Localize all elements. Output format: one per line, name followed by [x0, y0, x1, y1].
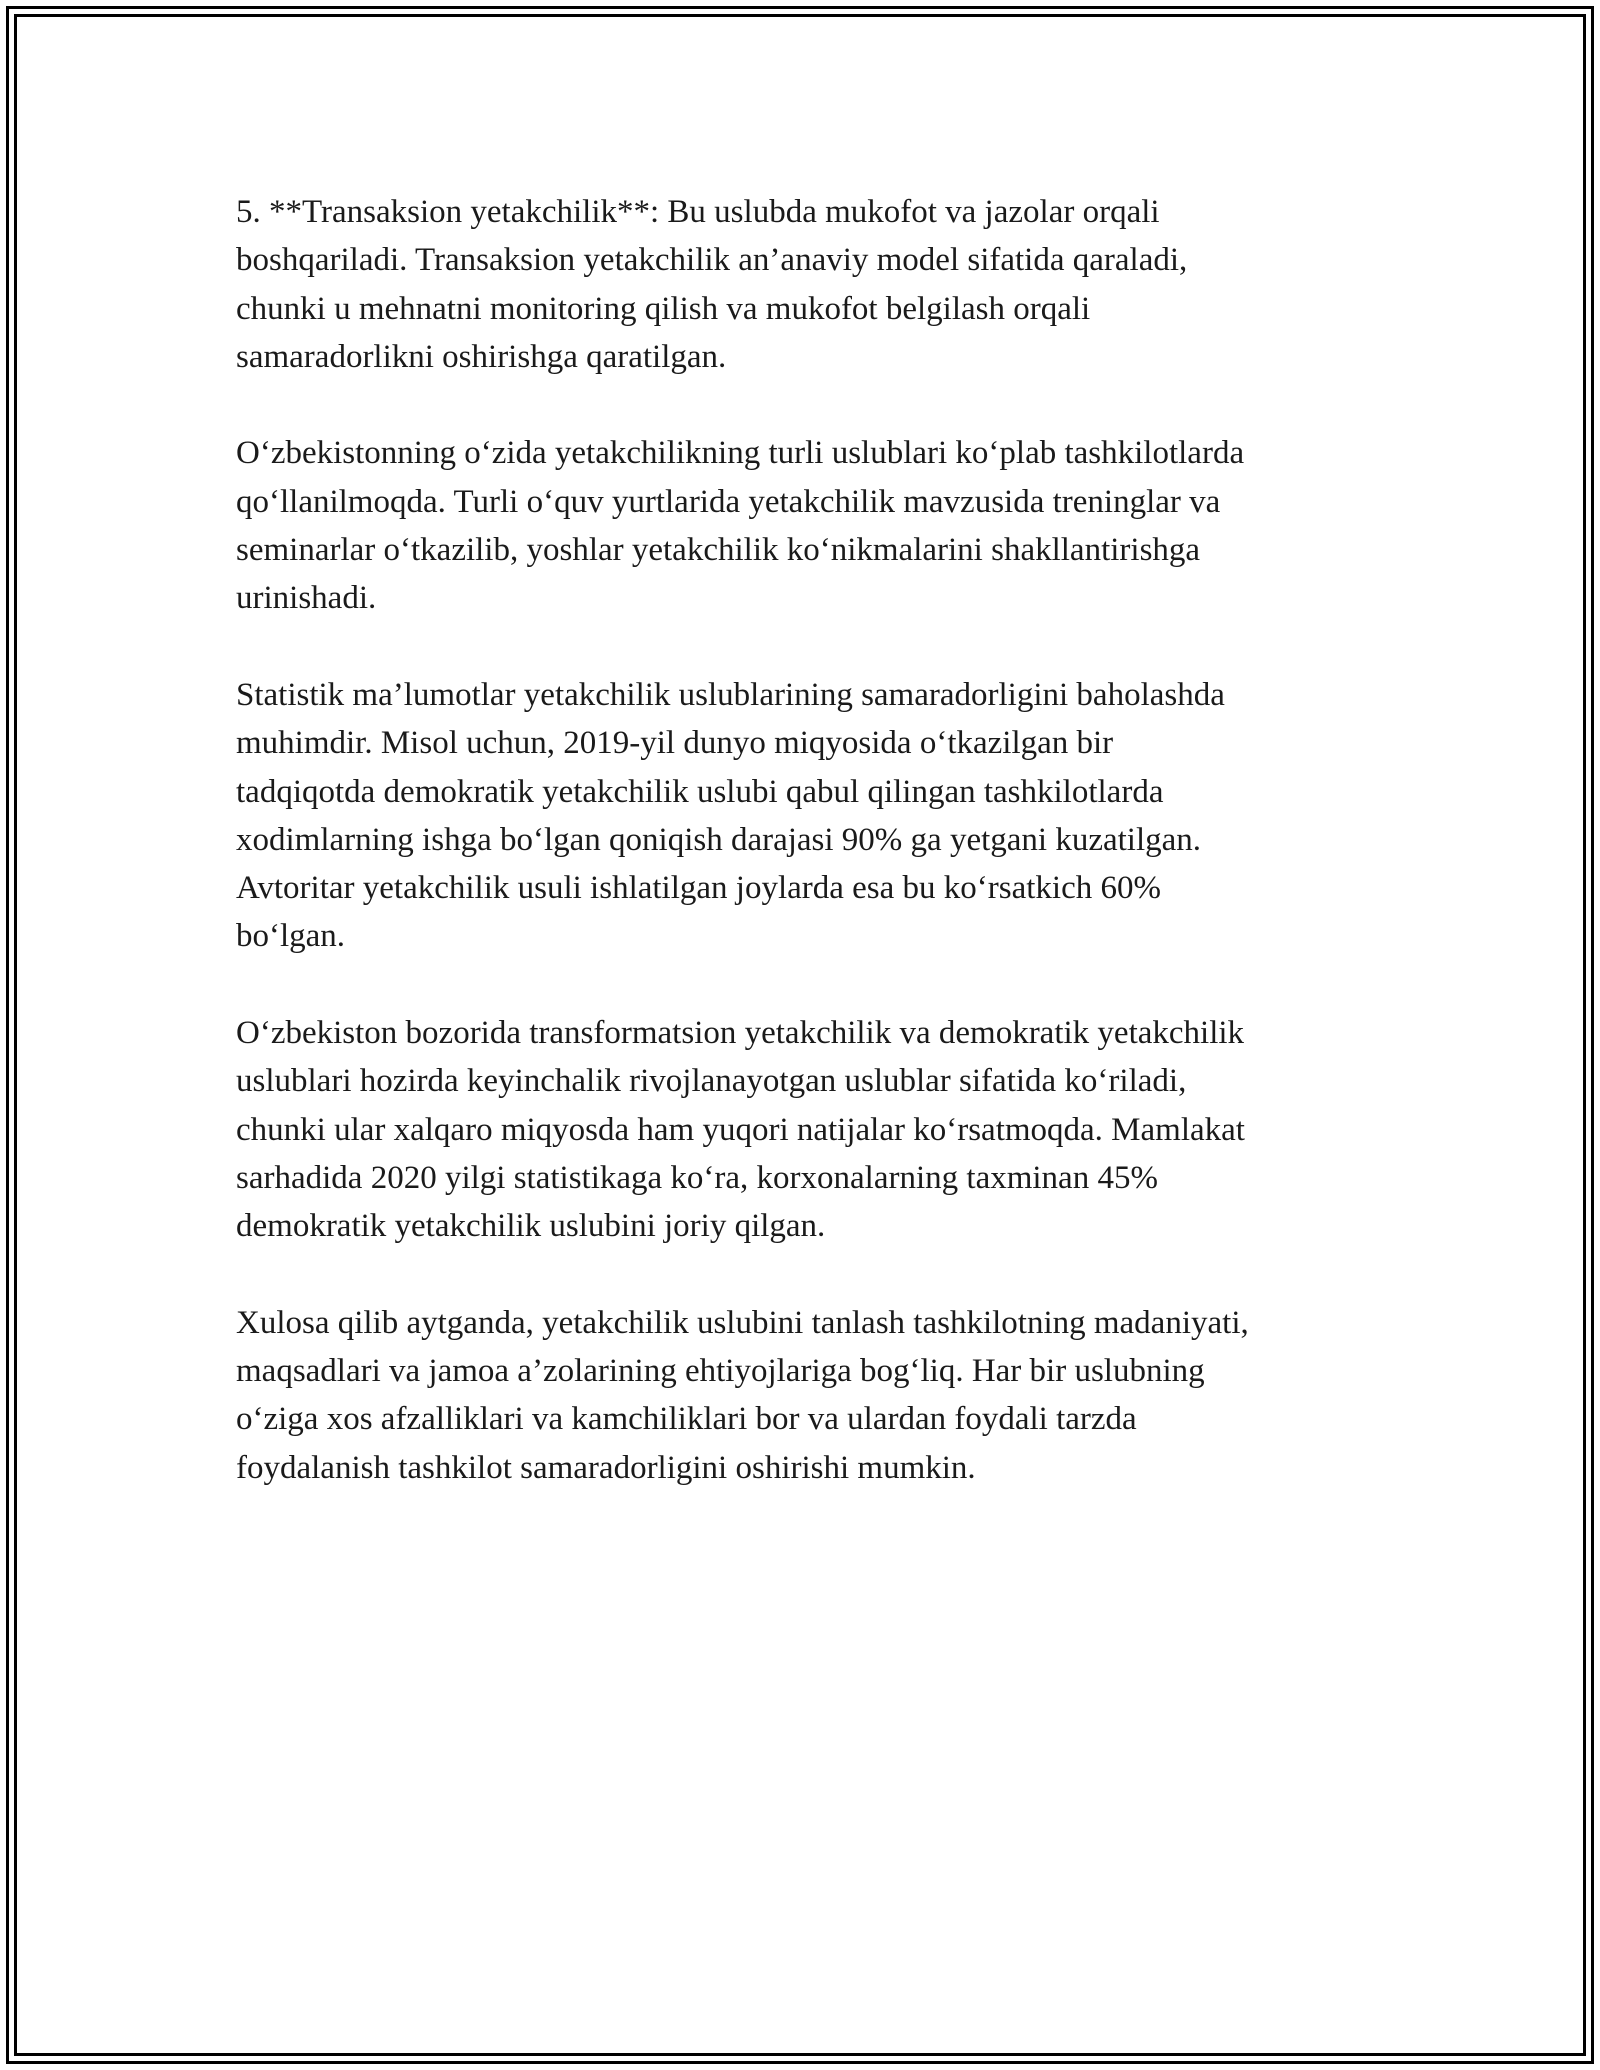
paragraph-conclusion	[236, 1299, 1386, 1492]
text-line: qo‘llanilmoqda. Turli o‘quv yurtlarida yetakchilik mavzusida treninglar va	[236, 483, 1221, 520]
text-line: urinishadi.	[236, 580, 377, 617]
text-line: tadqiqotda demokratik yetakchilik uslubi qabul qilingan tashkilotlarda	[236, 773, 1164, 810]
text-line: sarhadida 2020 yilgi statistikaga ko‘ra, korxonalarning taxminan 45%	[236, 1159, 1158, 1196]
paragraph-statistics	[236, 671, 1386, 961]
text-line: uslublari hozirda keyinchalik rivojlanayotgan uslublar sifatida ko‘riladi,	[236, 1063, 1187, 1100]
text-line: foydalanish tashkilot samaradorligini oshirishi mumkin.	[236, 1449, 976, 1486]
text-line: o‘ziga xos afzalliklari va kamchiliklari bor va ulardan foydali tarzda	[236, 1401, 1137, 1438]
text-line: Avtoritar yetakchilik usuli ishlatilgan joylarda esa bu ko‘rsatkich 60%	[236, 870, 1161, 907]
text-line: muhimdir. Misol uchun, 2019-yil dunyo miqyosida o‘tkazilgan bir	[236, 725, 1114, 762]
text-line: Statistik ma’lumotlar yetakchilik uslublarining samaradorligini baholashda	[236, 676, 1225, 713]
text-line: seminarlar o‘tkazilib, yoshlar yetakchilik ko‘nikmalarini shakllantirishga	[236, 532, 1201, 569]
paragraph-market	[236, 1009, 1386, 1250]
text-line: 5. **Transaksion yetakchilik**: Bu uslubda mukofot va jazolar orqali	[236, 194, 1160, 230]
text-line: demokratik yetakchilik uslubini joriy qilgan.	[236, 1208, 826, 1245]
text-line: boshqariladi. Transaksion yetakchilik an’anaviy model sifatida qaraladi,	[236, 242, 1188, 279]
document-body	[236, 188, 1386, 1540]
text-line: O‘zbekiston bozorida transformatsion yetakchilik va demokratik yetakchilik	[236, 1015, 1245, 1052]
text-line: samaradorlikni oshirishga qaratilgan.	[236, 338, 727, 375]
text-line: bo‘lgan.	[236, 918, 346, 955]
text-line: chunki u mehnatni monitoring qilish va mukofot belgilash orqali	[236, 290, 1091, 327]
text-line: chunki ular xalqaro miqyosda ham yuqori natijalar ko‘rsatmoqda. Mamlakat	[236, 1111, 1245, 1148]
text-line: Xulosa qilib aytganda, yetakchilik uslubini tanlash tashkilotning madaniyati,	[236, 1304, 1249, 1341]
text-line: maqsadlari va jamoa a’zolarining ehtiyojlariga bog‘liq. Har bir uslubning	[236, 1353, 1205, 1390]
text-line: xodimlarning ishga bo‘lgan qoniqish darajasi 90% ga yetgani kuzatilgan.	[236, 821, 1202, 858]
paragraph-uzbekistan-styles	[236, 429, 1386, 622]
paragraph-transactional-leadership	[236, 188, 1386, 381]
text-line: O‘zbekistonning o‘zida yetakchilikning turli uslublari ko‘plab tashkilotlarda	[236, 435, 1245, 472]
